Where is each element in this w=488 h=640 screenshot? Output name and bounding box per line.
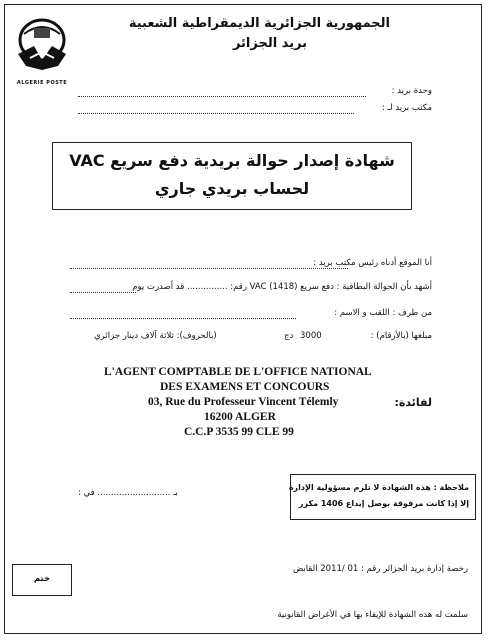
unit-label: وحدة بريد :	[391, 86, 432, 96]
license-line: رخصة إدارة بريد الجزائر رقم : 01 /2011 القابض	[292, 564, 468, 574]
amount-number: 3000	[300, 331, 322, 341]
title-line-2: لحساب بريدي جاري	[154, 179, 310, 198]
place-date-line: بـ ........................... في :	[78, 488, 178, 498]
certificate-title-box	[52, 142, 412, 210]
from-dots	[70, 318, 296, 319]
page-border	[4, 4, 482, 634]
certify-date-dots	[70, 292, 136, 293]
algerie-poste-logo	[12, 14, 72, 84]
republic-title: الجمهورية الجزائرية الديمقراطية الشعبية	[128, 16, 390, 31]
office-dots	[78, 113, 354, 114]
from-line: من طرف : اللقب و الاسم :	[334, 308, 432, 318]
office-label: مكتب بريد لـ :	[381, 103, 432, 113]
beneficiary-line-3: 03, Rue du Professeur Vincent Télemly	[148, 396, 339, 408]
note-line-1: ملاحظة : هذه الشهادة لا تلزم مسؤولية الإدارة	[288, 483, 469, 492]
beneficiary-line-2: DES EXAMENS ET CONCOURS	[160, 381, 330, 393]
stamp-box	[12, 564, 72, 596]
certify-line: أشهد بأن الحوالة البطاقية : دفع سريع VAC (1418) رقم: ............... قد أصدرت يوم	[132, 282, 432, 292]
signatory-dots	[70, 268, 348, 269]
note-box	[290, 474, 476, 520]
stamp-label: ختم	[33, 574, 51, 584]
post-name: بريد الجزائر	[232, 36, 308, 51]
beneficiary-line-1: L'AGENT COMPTABLE DE L'OFFICE NATIONAL	[104, 366, 372, 378]
amount-label: مبلغها (بالأرقام) :	[370, 331, 432, 341]
beneficiary-line-4: 16200 ALGER	[204, 411, 276, 423]
amount-currency: دج	[284, 331, 294, 341]
beneficiary-line-5: C.C.P 3535 99 CLE 99	[184, 426, 294, 438]
post-logo-icon	[12, 14, 72, 76]
logo-text: ALGERIE POSTE	[16, 80, 68, 86]
beneficiary-label: لفائدة:	[394, 396, 432, 409]
title-line-1: شهادة إصدار حوالة بريدية دفع سريع VAC	[69, 151, 395, 170]
signatory-line: أنا الموقع أدناه رئيس مكتب بريد :	[313, 258, 432, 268]
amount-words: (بالحروف): ثلاثة آلاف دينار جزائري	[94, 331, 217, 341]
unit-dots	[78, 96, 366, 97]
note-line-2: إلا إذا كانت مرفوقة بوصل إيداع 1406 مكرر	[298, 499, 469, 508]
delivered-line: سلمت له هذه الشهادة للإيفاء بها في الأغراض القانونية	[277, 610, 468, 620]
